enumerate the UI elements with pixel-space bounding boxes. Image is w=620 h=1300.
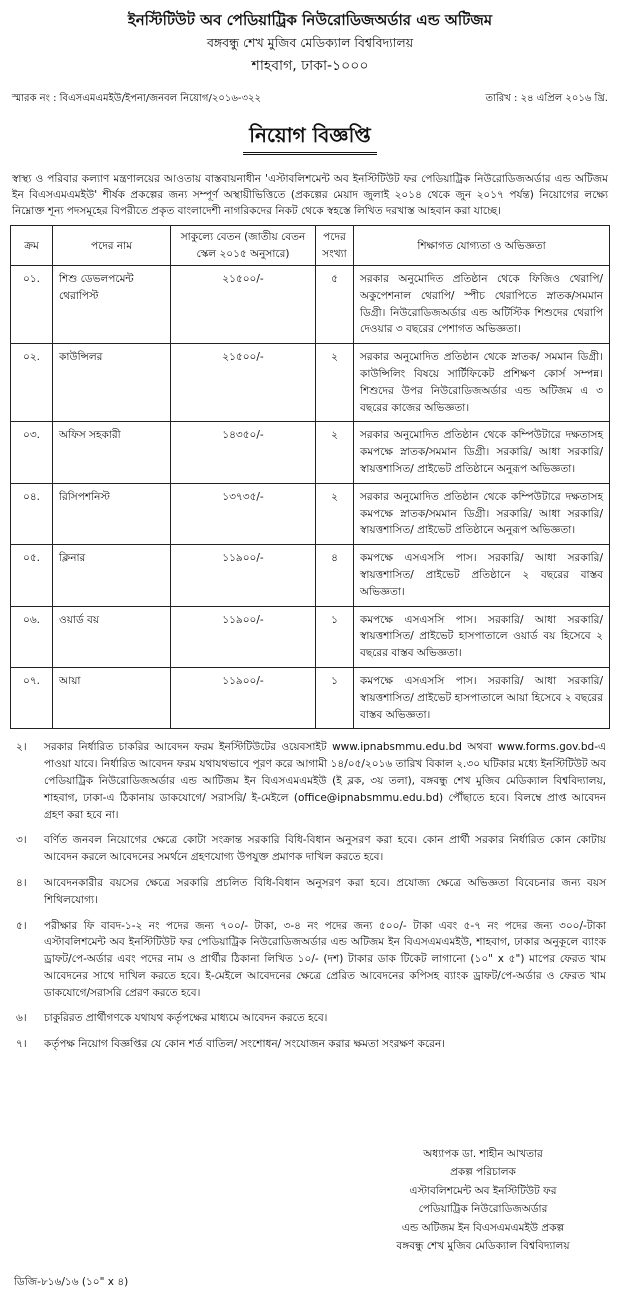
cell-qualification: কমপক্ষে এসএসসি পাস। সরকারি/ আধা সরকারি/ স্বায়ত্তশাসিত/ প্রাইভেট হাসপাতালে ওয়ার্ড বয় হিসেবে ২ বছরের বাস্তব অভিজ্ঞতা। — [354, 606, 610, 667]
term-number: ৬। — [16, 1012, 27, 1025]
header-qualification: শিক্ষাগত যোগ্যতা ও অভিজ্ঞতা — [354, 226, 610, 266]
cell-count: ২ — [316, 483, 354, 544]
page-title: নিয়োগ বিজ্ঞপ্তি — [243, 121, 377, 155]
intro-paragraph: স্বাস্থ্য ও পরিবার কল্যাণ মন্ত্রণালয়ের আওতায় বাস্তবায়নাধীন 'এস্টাবলিশমেন্ট অব ইনস্টিটিউট ফর পেডিয়াট্রিক নিউরোডিজঅর্ডার এন্ড অটিজম ইন বিএসএমএমইউ' শীর্ষক প্রকল্পের জন্য সম্পূর্ণ অস্থায়ীভিত্তিতে (প্রকল্পের মেয়াদ জুলাই ২০১৪ থেকে জুন ২০১৭ পর্যন্ত) নিয়োগের লক্ষ্যে নিম্নোক্ত শূন্য পদসমূহের বিপরীতে প্রকৃত বাংলাদেশী নাগরিকদের নিকট থেকে স্বহস্তে লিখিত দরখাস্ত আহবান করা যাচ্ছে। — [12, 172, 608, 218]
title-box — [10, 121, 610, 155]
cell-pay: ১১৯০০/- — [171, 545, 316, 606]
address: শাহবাগ, ঢাকা-১০০০ — [251, 57, 369, 74]
cell-serial: ০৪. — [11, 483, 53, 544]
issue-date: তারিখ : ২৪ এপ্রিল ২০১৬ খ্রি. — [485, 93, 608, 105]
cell-count: ১ — [316, 606, 354, 667]
list-item — [10, 1010, 610, 1027]
reference-row — [10, 92, 610, 107]
cell-qualification: সরকার অনুমোদিত প্রতিষ্ঠান থেকে ফিজিও থেরাপি/ অকুপেশনাল থেরাপি/ স্পীচ থেরাপিতে স্নাতক/সমমান ডিগ্রী। নিউরোডিজঅর্ডার এন্ড অটিস্টিক শিশুদের থেরাপি দেওয়ার ৩ বছরের পেশাগত অভিজ্ঞতা। — [354, 266, 610, 344]
table-row — [11, 606, 610, 667]
signatory-line-1: এস্টাবলিশমেন্ট অব ইনস্টিটিউট ফর — [409, 1184, 557, 1197]
cell-serial: ০৩. — [11, 422, 53, 483]
cell-pay: ১৪৩৫০/- — [171, 422, 316, 483]
cell-qualification: সরকার অনুমোদিত প্রতিষ্ঠান থেকে কম্পিউটারে দক্ষতাসহ কমপক্ষে স্নাতক/সমমান ডিগ্রী। সরকারি/ আধা সরকারি/ স্বায়ত্তশাসিত/ প্রাইভেট প্রতিষ্ঠানে অনুরূপ অভিজ্ঞতা। — [354, 422, 610, 483]
cell-post-name: রিসিপশনিস্ট — [53, 483, 171, 544]
list-item — [10, 875, 610, 909]
term-text: কর্তৃপক্ষ নিয়োগ বিজ্ঞপ্তির যে কোন শর্ত বাতিল/ সংশোধন/ সংযোজন করার ক্ষমতা সংরক্ষণ করেন। — [44, 1038, 445, 1051]
header-post-name: পদের নাম — [53, 226, 171, 266]
header-pay: সাকুল্যে বেতন (জাতীয় বেতন স্কেল ২০১৫ অনুসারে) — [171, 226, 316, 266]
cell-serial: ০৬. — [11, 606, 53, 667]
signature-block — [368, 1145, 598, 1255]
cell-qualification: কমপক্ষে এসএসসি পাস। সরকারি/ আধা সরকারি/ স্বায়ত্তশাসিত/ প্রাইভেট প্রতিষ্ঠানে ২ বছরের বাস্তব অভিজ্ঞতা। — [354, 545, 610, 606]
cell-post-name: শিশু ডেভলপমেন্ট থেরাপিস্ট — [53, 266, 171, 344]
cell-serial: ০৭. — [11, 667, 53, 728]
table-row — [11, 545, 610, 606]
table-row — [11, 422, 610, 483]
cell-serial: ০৫. — [11, 545, 53, 606]
cell-qualification: সরকার অনুমোদিত প্রতিষ্ঠান থেকে স্নাতক/ সমমান ডিগ্রী। কাউন্সিলিং বিষয়ে সার্টিফিকেট প্রশিক্ষণ কোর্স সম্পন্ন। শিশুদের উপর নিউরোডিজঅর্ডার এন্ড অটিজম এ ৩ বছরের কাজের অভিজ্ঞতা। — [354, 344, 610, 422]
cell-pay: ১১৯০০/- — [171, 606, 316, 667]
cell-post-name: আয়া — [53, 667, 171, 728]
cell-pay: ১৩৭৩৫/- — [171, 483, 316, 544]
table-row — [11, 667, 610, 728]
cell-count: ৫ — [316, 266, 354, 344]
university-name: বঙ্গবন্ধু শেখ মুজিব মেডিক্যাল বিশ্ববিদ্যালয় — [206, 34, 414, 50]
header-count: পদের সংখ্যা — [316, 226, 354, 266]
cell-count: ৪ — [316, 545, 354, 606]
cell-pay: ১১৯০০/- — [171, 667, 316, 728]
cell-serial: ০১. — [11, 266, 53, 344]
cell-post-name: অফিস সহকারী — [53, 422, 171, 483]
memo-number: স্মারক নং : বিএসএমএমইউ/ইপনা/জনবল নিয়োগ/২০১৬-৩২২ — [12, 93, 261, 105]
term-text: সরকার নির্ধারিত চাকরির আবেদন ফরম ইনস্টিটিউটের ওয়েবসাইট www.ipnabsmmu.edu.bd অথবা www.forms.gov.bd-এ পাওয়া যাবে। নির্ধারিত আবেদন ফরম যথাযথভাবে পূরণ করে আগামী ১৪/০৫/২০১৬ তারিখ বিকাল ২.৩০ ঘটিকার মধ্যে ইনস্টিটিউট অব পেডিয়াট্রিক নিউরোডিজঅর্ডার এন্ড আটিজম ইন বিএসএমএমইউ (ই ব্লক, ৩য় তলা), বঙ্গবন্ধু শেখ মুজিব মেডিক্যাল বিশ্ববিদ্যালয়, শাহবাগ, ঢাকা-এ ঠিকানায় ডাকযোগে/ সরাসরি/ ই-মেইলে (office@ipnabsmmu.edu.bd) পৌঁছাতে হবে। বিলম্বে প্রাপ্ত আবেদন গ্রহণ করা হবে না। — [44, 741, 606, 821]
signatory-name: অধ্যাপক ডা. শাহীন আখতার — [423, 1148, 543, 1160]
list-item — [10, 832, 610, 866]
cell-count: ২ — [316, 344, 354, 422]
term-number: ২। — [16, 741, 27, 754]
term-text: চাকুরিরত প্রার্থীগণকে যথাযথ কর্তৃপক্ষের মাধ্যমে আবেদন করতে হবে। — [44, 1012, 328, 1025]
table-header-row — [11, 226, 610, 266]
terms-list — [10, 739, 610, 1053]
cell-pay: ২১৫০০/- — [171, 344, 316, 422]
cell-post-name: ওয়ার্ড বয় — [53, 606, 171, 667]
cell-count: ১ — [316, 667, 354, 728]
cell-post-name: কাউন্সিলর — [53, 344, 171, 422]
institute-name: ইনস্টিটিউট অব পেডিয়াট্রিক নিউরোডিজঅর্ডার এন্ড অটিজম — [127, 11, 493, 29]
publication-code: ডিজি-৮১৬/১৬ (১০" x ৪) — [14, 1276, 129, 1288]
signatory-line-3: এন্ড অটিজম ইন বিএসএমএমইউ প্রকল্প — [401, 1221, 565, 1234]
list-item — [10, 739, 610, 823]
table-row — [11, 344, 610, 422]
cell-pay: ২১৫০০/- — [171, 266, 316, 344]
list-item — [10, 918, 610, 1002]
posts-table — [10, 225, 610, 729]
term-number: ৩। — [16, 834, 27, 847]
list-item — [10, 1036, 610, 1053]
signatory-line-2: পেডিয়াট্রিক নিউরোডিজঅর্ডার — [418, 1203, 548, 1216]
cell-qualification: সরকার অনুমোদিত প্রতিষ্ঠান থেকে কম্পিউটারে দক্ষতাসহ কমপক্ষে স্নাতক/সমমান ডিগ্রী। সরকারি/ আধা সরকারি/ স্বায়ত্তশাসিত/ প্রাইভেট প্রতিষ্ঠানে অনুরূপ অভিজ্ঞতা। — [354, 483, 610, 544]
term-text: পরীক্ষার ফি বাবদ-১-২ নং পদের জন্য ৭০০/- টাকা, ৩-৪ নং পদের জন্য ৫০০/- টাকা এবং ৫-৭ নং পদের জন্য ৩০০/-টাকা এস্টাবলিশমেন্ট অব ইনস্টিটিউট ফর পেডিয়াট্রিক নিউরোডিজঅর্ডার এন্ড অটিজম ইন বিএসএমএমইউ, শাহবাগ, ঢাকার অনুকূলে ব্যাংক ড্রাফট/পে-অর্ডার এবং পদের নাম ও প্রার্থীর ঠিকানা লিখিত ১০/- (দশ) টাকার ডাক টিকেট লাগানো (১০" x ৫") মাপের ফেরত খাম আবেদনের সাথে দাখিল করতে হবে। ই-মেইলে আবেদনের ক্ষেত্রে প্রেরিত আবেদনের কপিসহ ব্যাংক ড্রাফট/পে-অর্ডার ও ফেরত খাম ডাকযোগে/সরাসরি প্রেরণ করতে হবে। — [44, 919, 606, 999]
term-number: ৭। — [16, 1038, 27, 1051]
letterhead — [10, 10, 610, 76]
signatory-designation: প্রকল্প পরিচালক — [450, 1166, 516, 1179]
cell-post-name: ক্লিনার — [53, 545, 171, 606]
cell-qualification: কমপক্ষে এসএসসি পাস। সরকারি/ আধা সরকারি/ স্বায়ত্তশাসিত/ প্রাইভেট হাসপাতালে আয়া হিসেবে ২ বছরের বাস্তব অভিজ্ঞতা। — [354, 667, 610, 728]
term-text: বর্ণিত জনবল নিয়োগের ক্ষেত্রে কোটা সংক্রান্ত সরকারি বিধি-বিধান অনুসরণ করা হবে। কোন প্রার্থী সরকার নির্ধারিত কোন কোটায় আবেদন করলে আবেদনের সমর্থনে গ্রহণযোগ্য উপযুক্ত প্রমাণক দাখিল করতে হবে। — [44, 834, 606, 864]
term-number: ৪। — [16, 876, 27, 889]
signatory-line-4: বঙ্গবন্ধু শেখ মুজিব মেডিক্যাল বিশ্ববিদ্যালয় — [396, 1239, 570, 1252]
term-text: আবেদনকারীর বয়সের ক্ষেত্রে সরকারি প্রচলিত বিধি-বিধান অনুসরণ করা হবে। প্রযোজ্য ক্ষেত্রে অভিজ্ঞতা বিবেচনার জন্য বয়স শিথিলযোগ্য। — [44, 876, 606, 906]
table-row — [11, 266, 610, 344]
cell-count: ২ — [316, 422, 354, 483]
term-number: ৫। — [16, 919, 27, 932]
table-row — [11, 483, 610, 544]
cell-serial: ০২. — [11, 344, 53, 422]
header-serial: ক্রম — [11, 226, 53, 266]
